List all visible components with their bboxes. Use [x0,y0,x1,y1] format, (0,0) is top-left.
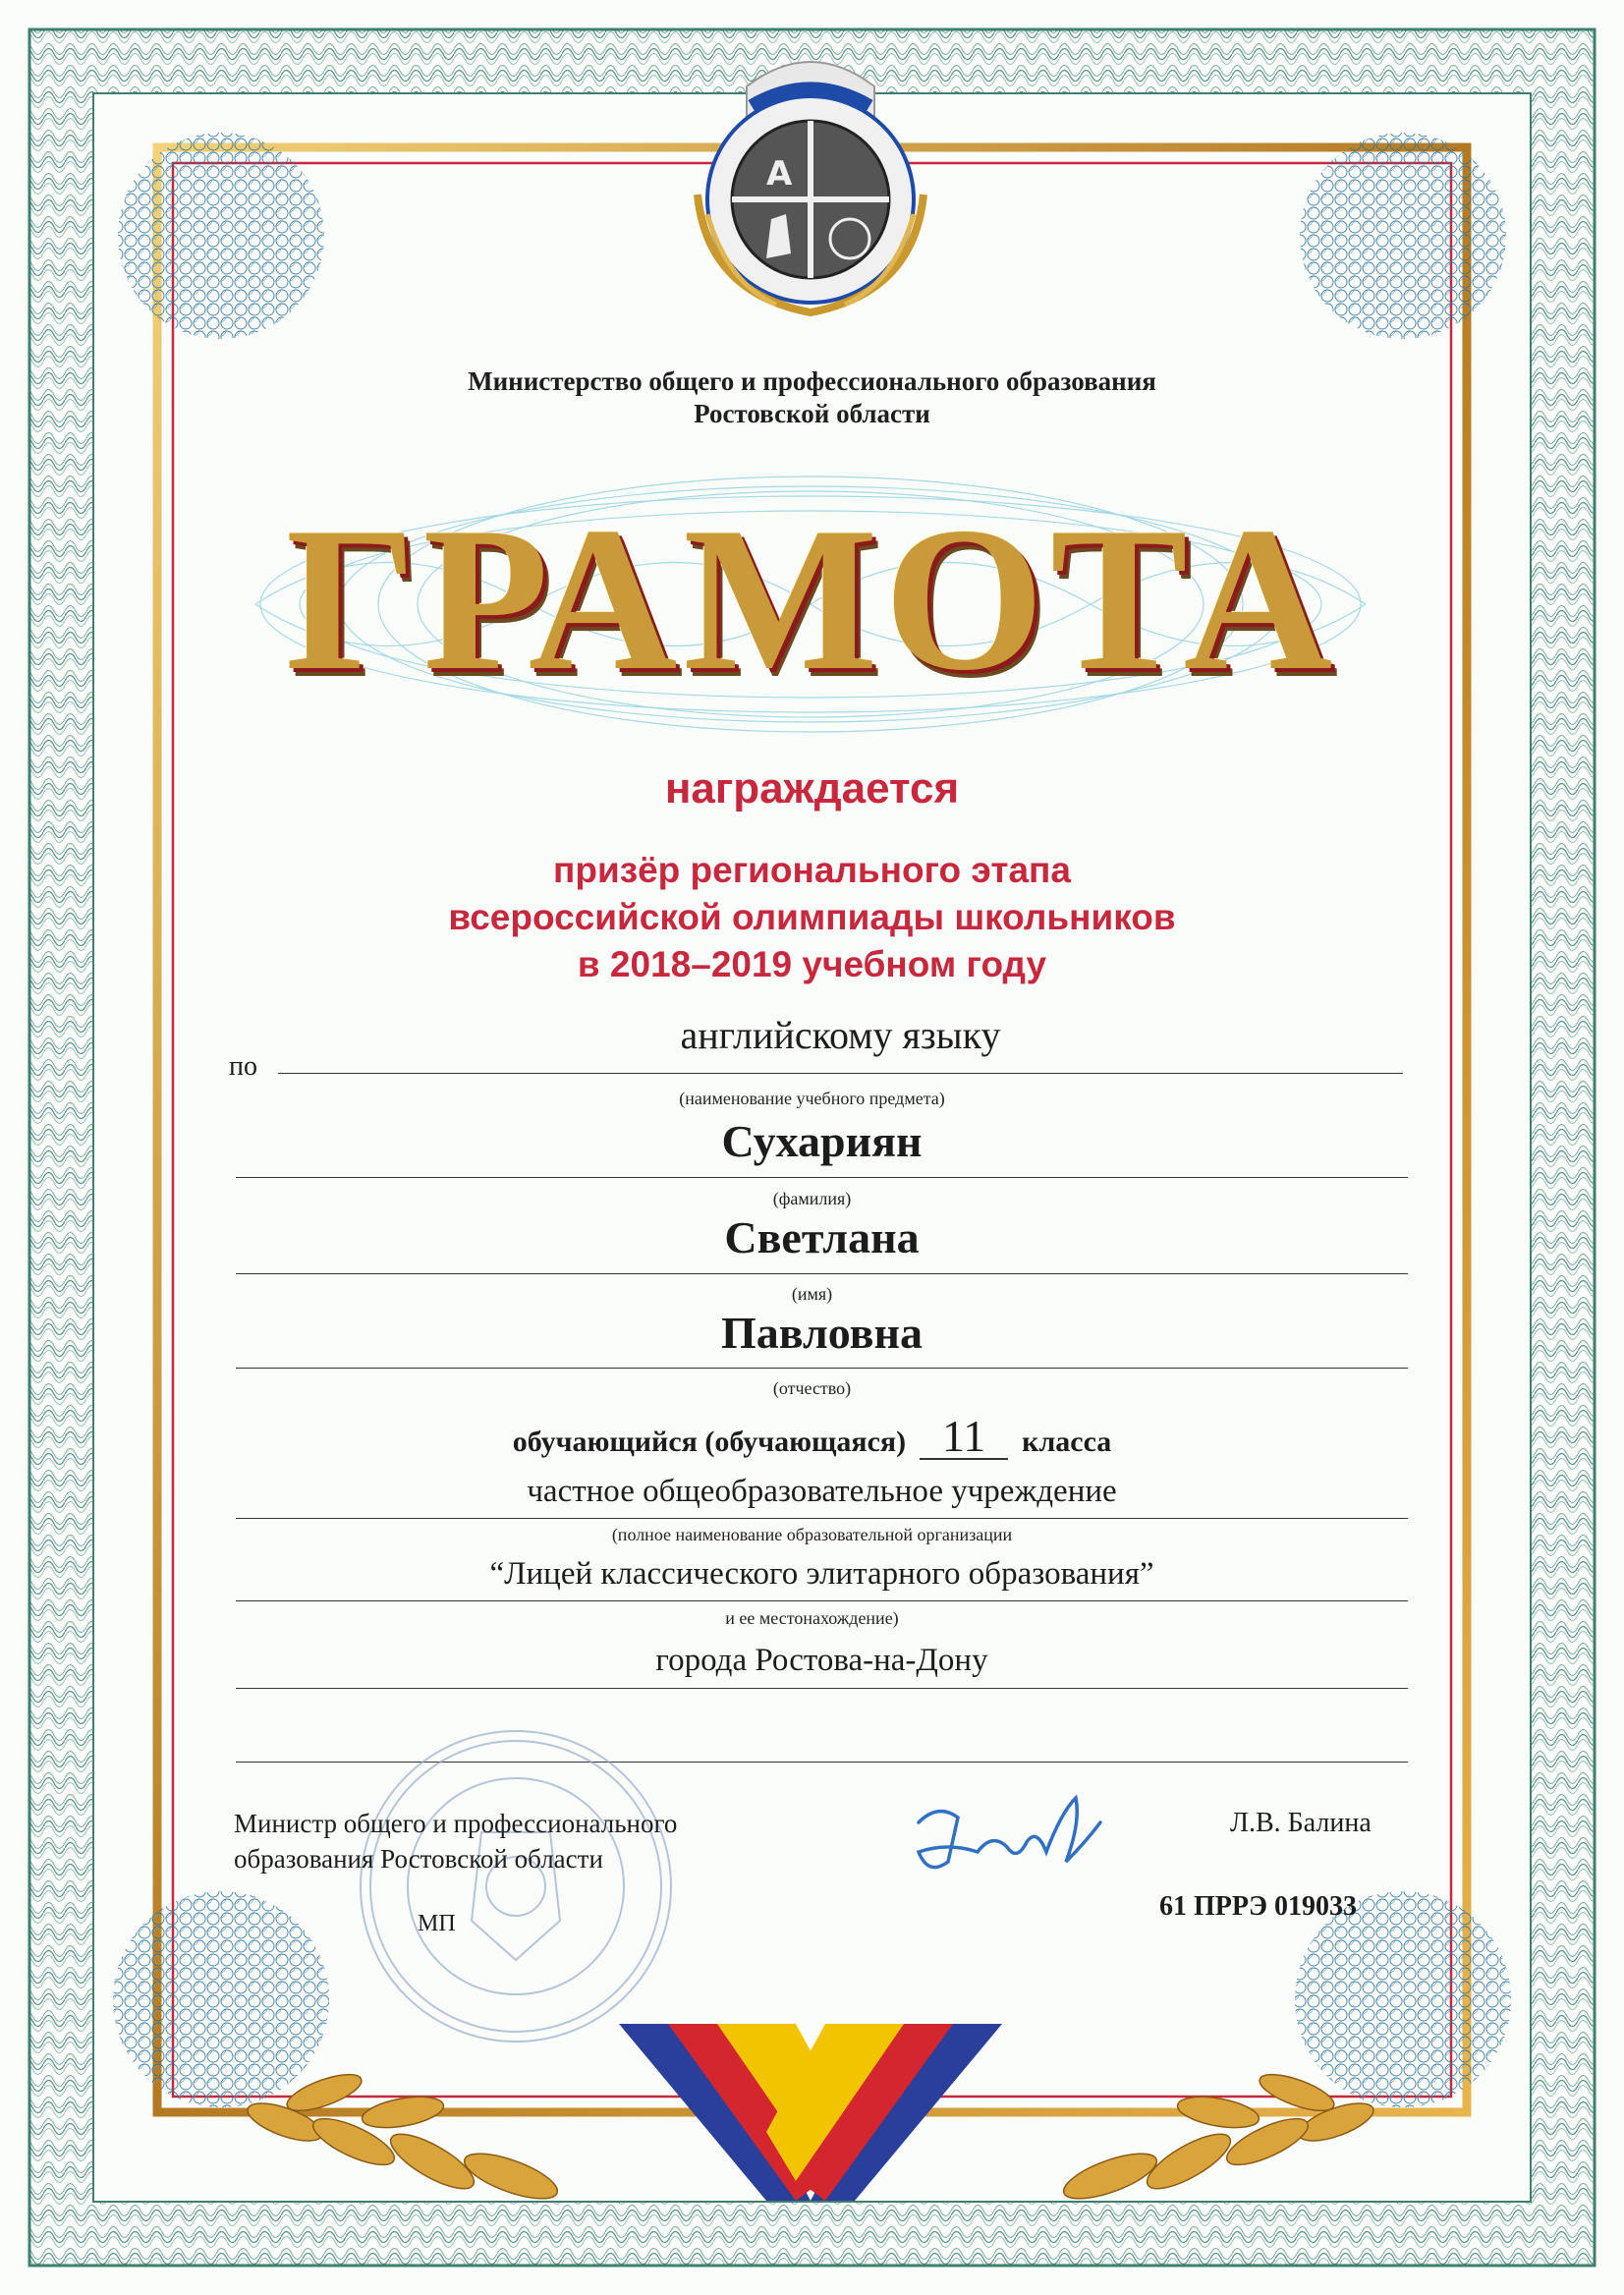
name-value: Светлана [724,1212,920,1262]
name-hint: (имя) [791,1284,833,1304]
grade-prefix: обучающийся (обучающаяся) [512,1426,907,1458]
ministry-line-1: Министерство общего и профессионального образования [468,366,1156,396]
signatory-position [234,1806,677,1876]
grade-line [0,1411,1624,1461]
surname-underline [236,1177,1408,1178]
grade-value: 11 [920,1415,1008,1460]
seal-place-label: МП [418,1911,456,1936]
awarded-text: награждается [664,764,960,812]
patronymic-hint: (отчество) [772,1378,852,1398]
school-name: “Лицей классического элитарного образования” [489,1556,1154,1592]
surname-hint: (фамилия) [772,1189,852,1208]
subject-value: английскому языку [680,1013,1001,1057]
position-line-1: Министр общего и профессионального [234,1809,678,1838]
official-stamp-icon [354,1724,678,2048]
olympiad-emblem-icon [639,18,982,342]
signatory-name: Л.В. Балина [1230,1808,1372,1838]
subject-underline [278,1073,1403,1074]
school-location: города Ростова-на-Дону [655,1643,988,1678]
laurel-ribbon-icon [206,2004,1415,2230]
prize-line-3: в 2018–2019 учебном году [577,944,1047,984]
school-hint-2: и ее местонахождение) [725,1608,899,1628]
school-name-underline [236,1600,1408,1601]
location-underline [236,1688,1408,1689]
prize-line-1: призёр регионального этапа [553,850,1071,890]
issuing-authority [0,365,1624,430]
serial-number: 61 ПРРЭ 019033 [1159,1891,1357,1922]
name-underline [236,1273,1408,1274]
school-type-underline [236,1518,1408,1519]
svg-text:A: A [766,154,793,194]
subject-hint: (наименование учебного предмета) [679,1089,945,1108]
ministry-line-2: Ростовской области [694,399,930,428]
patronymic-underline [236,1368,1408,1369]
handwritten-signature-icon [899,1783,1115,1891]
subject-prefix: по [229,1051,257,1082]
grade-suffix: класса [1022,1426,1112,1458]
prize-line-2: всероссийской олимпиады школьников [448,897,1176,937]
position-line-2: образования Ростовской области [234,1844,603,1874]
school-type: частное общеобразовательное учреждение [527,1474,1117,1509]
school-hint-1: (полное наименование образовательной организации [611,1525,1013,1544]
patronymic-value: Павловна [720,1308,924,1358]
surname-value: Сухариян [721,1116,923,1166]
award-description [0,847,1624,988]
certificate-title: ГРАМОТА [285,485,1339,713]
